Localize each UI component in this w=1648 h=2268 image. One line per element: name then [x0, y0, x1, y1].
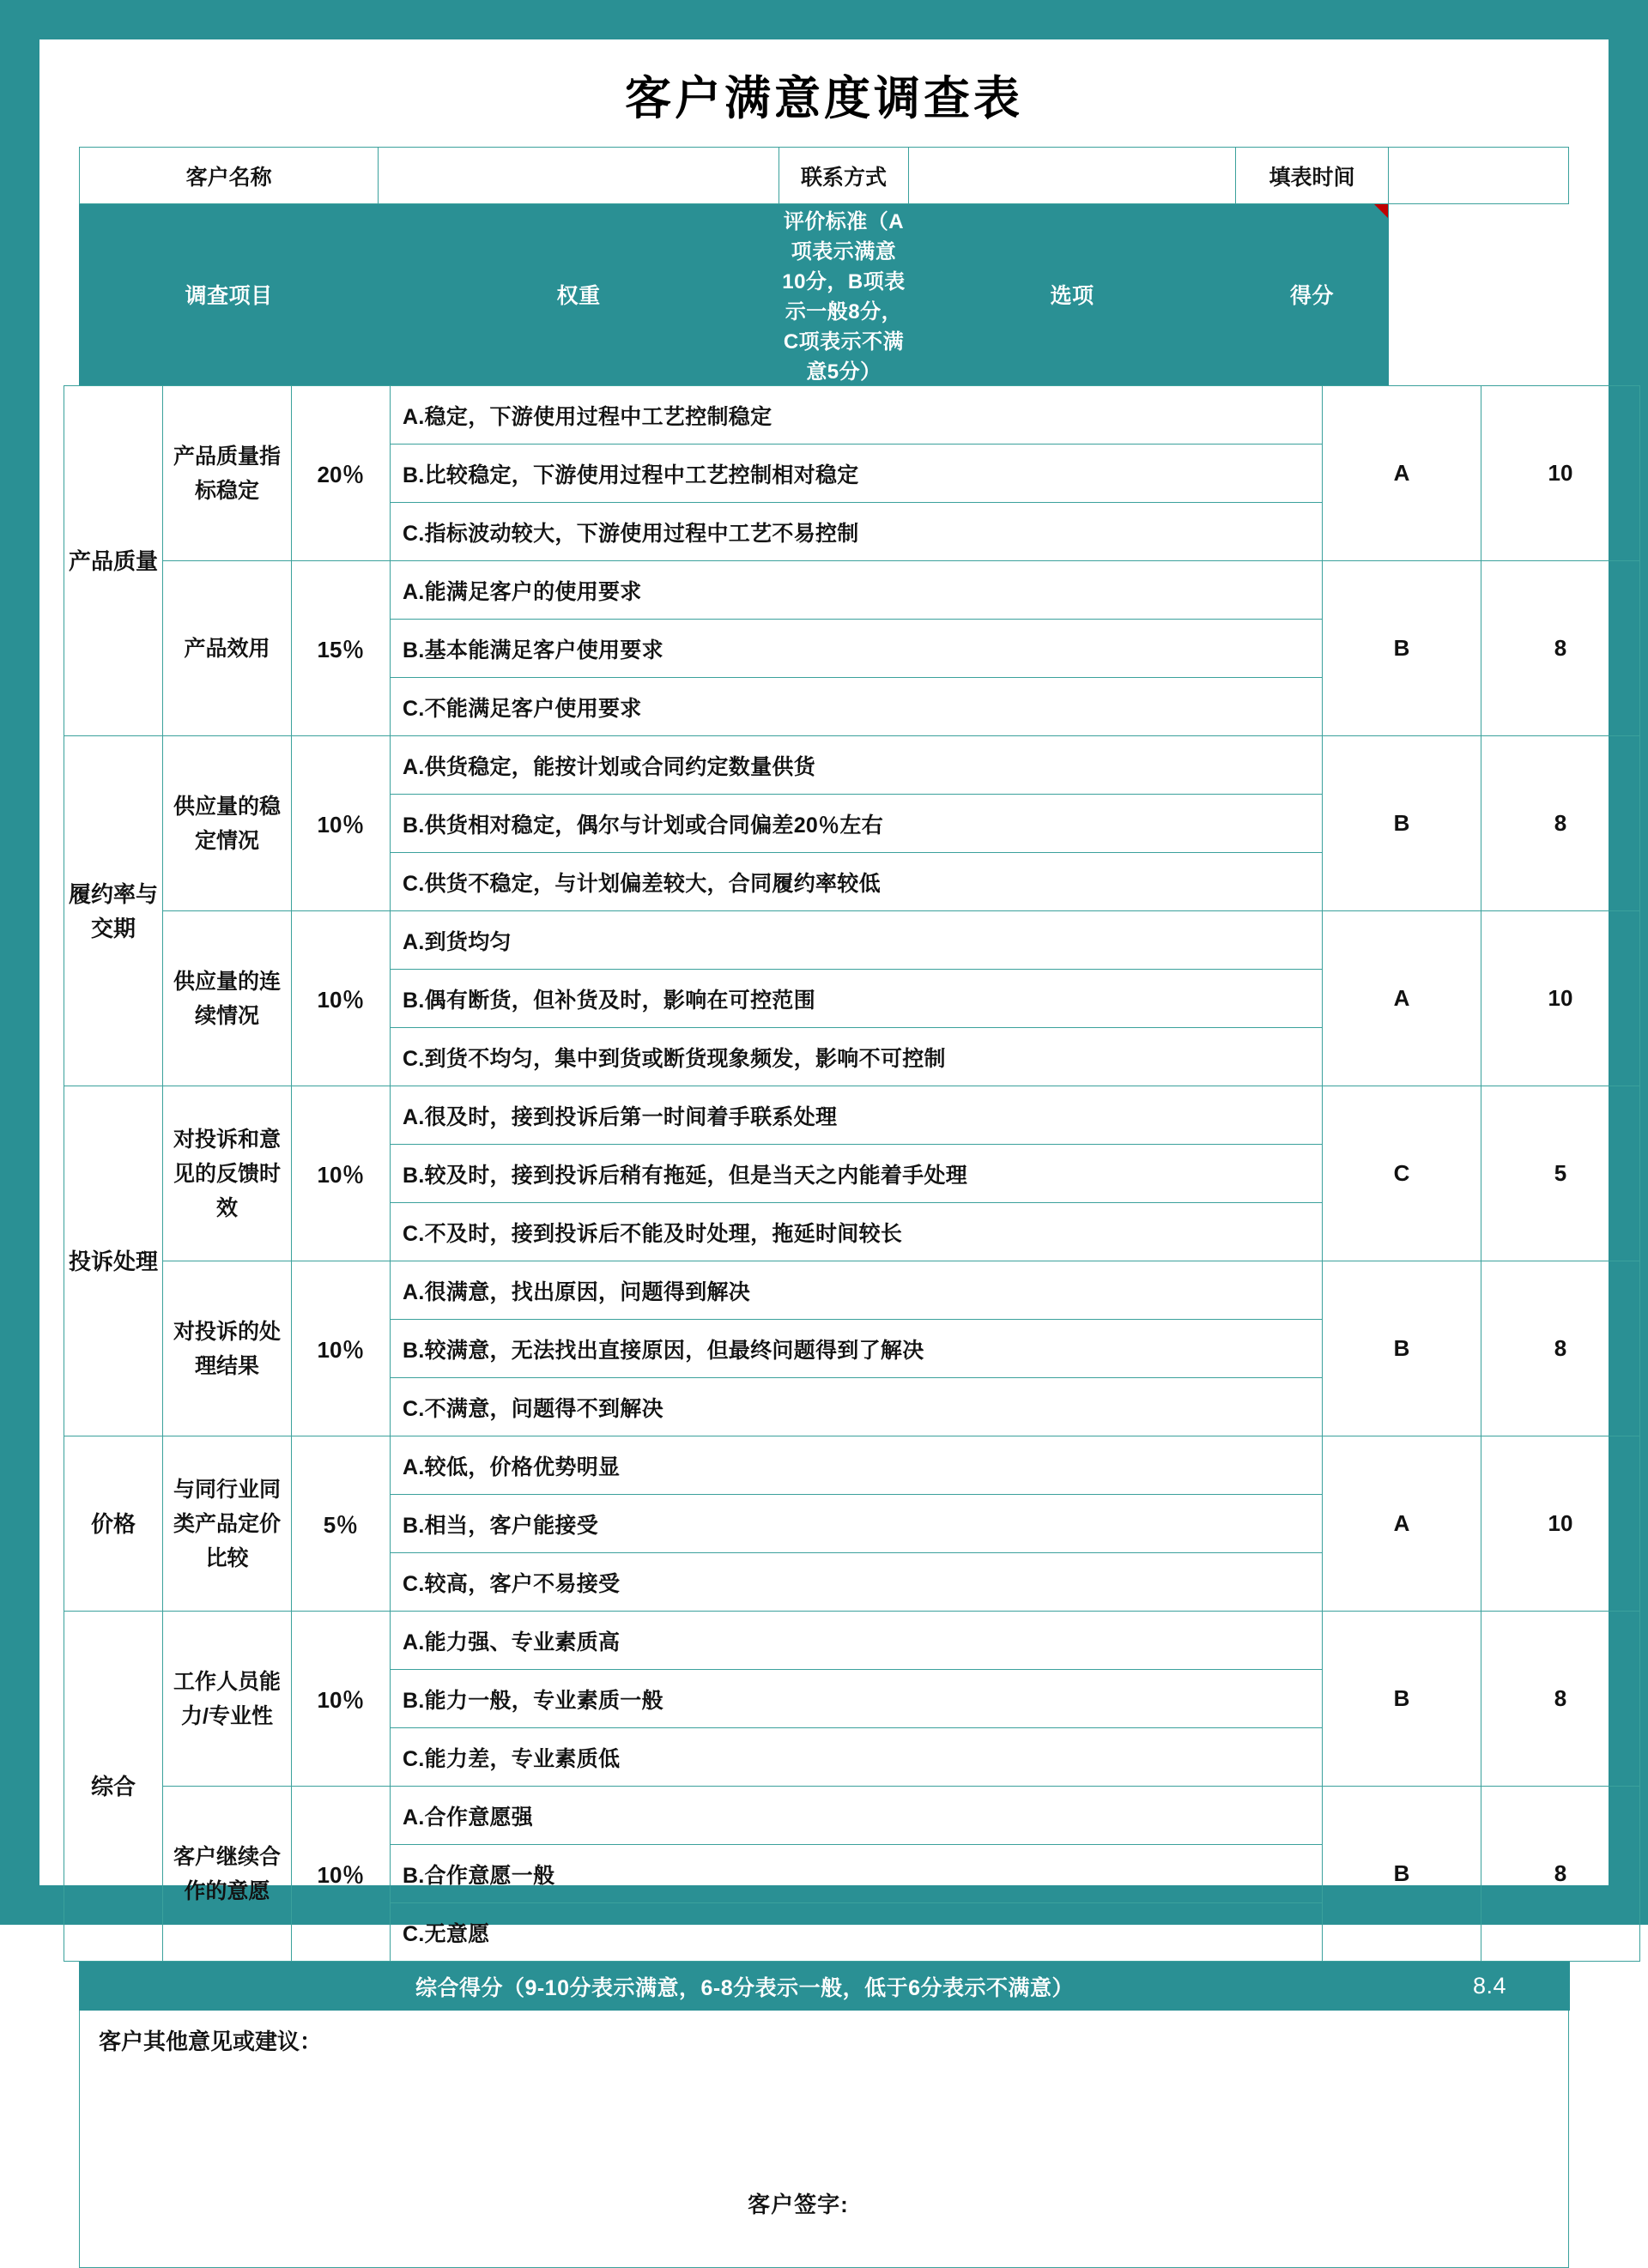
column-header-row	[80, 204, 1569, 385]
criterion-cell: B.比较稳定，下游使用过程中工艺控制相对稳定	[391, 445, 1323, 503]
category-cell: 综合	[64, 1612, 163, 1962]
summary-row	[79, 1963, 1569, 2011]
criterion-cell: A.很及时，接到投诉后第一时间着手联系处理	[391, 1086, 1323, 1145]
option-cell[interactable]: B	[1323, 736, 1481, 911]
criterion-cell: A.较低，价格优势明显	[391, 1436, 1323, 1495]
criterion-cell: C.供货不稳定，与计划偏差较大，合同履约率较低	[391, 853, 1323, 911]
weight-cell: 10％	[292, 1787, 391, 1962]
contact-input[interactable]	[909, 148, 1236, 204]
criterion-cell: A.到货均匀	[391, 911, 1323, 970]
score-cell[interactable]: 8	[1481, 1612, 1640, 1787]
option-cell[interactable]: B	[1323, 1787, 1481, 1962]
weight-cell: 10％	[292, 1261, 391, 1436]
score-cell[interactable]: 8	[1481, 1787, 1640, 1962]
weight-cell: 10％	[292, 736, 391, 911]
criterion-cell: C.指标波动较大，下游使用过程中工艺不易控制	[391, 503, 1323, 561]
comments-box[interactable]	[79, 2011, 1569, 2268]
criterion-cell: A.合作意愿强	[391, 1787, 1323, 1845]
customer-name-input[interactable]	[379, 148, 779, 204]
document-inner	[39, 39, 1609, 2218]
document-sheet	[39, 39, 1609, 2218]
category-cell: 价格	[64, 1436, 163, 1612]
summary-table	[79, 1962, 1570, 2011]
score-cell[interactable]: 5	[1481, 1086, 1640, 1261]
option-cell[interactable]: B	[1323, 1612, 1481, 1787]
summary-total: 8.4	[1410, 1963, 1569, 2011]
summary-label: 综合得分（9-10分表示满意，6-8分表示一般，低于6分表示不满意）	[79, 1963, 1410, 2011]
table-row	[64, 736, 1640, 795]
weight-cell: 20％	[292, 386, 391, 561]
option-cell[interactable]: A	[1323, 386, 1481, 561]
category-cell: 产品质量	[64, 386, 163, 736]
criterion-cell: C.不满意，问题得不到解决	[391, 1378, 1323, 1436]
subitem-cell: 供应量的稳定情况	[163, 736, 292, 911]
criterion-cell: A.供货稳定，能按计划或合同约定数量供货	[391, 736, 1323, 795]
header-item: 调查项目	[80, 204, 379, 385]
weight-cell: 10％	[292, 1612, 391, 1787]
criterion-cell: B.较及时，接到投诉后稍有拖延，但是当天之内能着手处理	[391, 1145, 1323, 1203]
table-row	[64, 561, 1640, 620]
criterion-cell: C.能力差，专业素质低	[391, 1728, 1323, 1787]
criterion-cell: C.无意愿	[391, 1903, 1323, 1962]
score-cell[interactable]: 8	[1481, 1261, 1640, 1436]
subitem-cell: 与同行业同类产品定价比较	[163, 1436, 292, 1612]
header-criteria: 评价标准（A项表示满意10分，B项表示一般8分，C项表示不满意5分）	[779, 204, 908, 385]
comment-marker-icon	[1374, 204, 1388, 218]
header-score	[1236, 204, 1388, 385]
subitem-cell: 产品效用	[163, 561, 292, 736]
criterion-cell: B.合作意愿一般	[391, 1845, 1323, 1903]
score-cell[interactable]: 8	[1481, 561, 1640, 736]
table-row	[64, 911, 1640, 970]
criterion-cell: A.稳定，下游使用过程中工艺控制稳定	[391, 386, 1323, 445]
subitem-cell: 供应量的连续情况	[163, 911, 292, 1086]
option-cell[interactable]: B	[1323, 1261, 1481, 1436]
subitem-cell: 对投诉的处理结果	[163, 1261, 292, 1436]
category-cell: 投诉处理	[64, 1086, 163, 1436]
signature-label: 客户签字:	[748, 2192, 849, 2218]
survey-body-table	[64, 385, 1640, 1962]
date-label: 填表时间	[1236, 148, 1388, 204]
criterion-cell: A.很满意，找出原因，问题得到解决	[391, 1261, 1323, 1320]
identification-row	[80, 148, 1569, 204]
header-option: 选项	[909, 204, 1236, 385]
category-cell: 履约率与交期	[64, 736, 163, 1086]
criterion-cell: B.较满意，无法找出直接原因，但最终问题得到了解决	[391, 1320, 1323, 1378]
criterion-cell: B.相当，客户能接受	[391, 1495, 1323, 1553]
score-cell[interactable]: 10	[1481, 1436, 1640, 1612]
header-score-label: 得分	[1289, 284, 1334, 309]
score-cell[interactable]: 10	[1481, 386, 1640, 561]
comments-label: 客户其他意见或建议：	[99, 2029, 323, 2055]
date-input[interactable]	[1388, 148, 1568, 204]
page-title: 客户满意度调查表	[625, 73, 1023, 124]
subitem-cell: 工作人员能力/专业性	[163, 1612, 292, 1787]
table-row	[64, 386, 1640, 445]
score-cell[interactable]: 8	[1481, 736, 1640, 911]
weight-cell: 15％	[292, 561, 391, 736]
score-cell[interactable]: 10	[1481, 911, 1640, 1086]
criterion-cell: C.不能满足客户使用要求	[391, 678, 1323, 736]
criterion-cell: B.供货相对稳定，偶尔与计划或合同偏差20％左右	[391, 795, 1323, 853]
criterion-cell: A.能满足客户的使用要求	[391, 561, 1323, 620]
survey-table-body	[80, 148, 1569, 385]
option-cell[interactable]: A	[1323, 911, 1481, 1086]
table-row	[64, 1086, 1640, 1145]
contact-label: 联系方式	[779, 148, 908, 204]
subitem-cell: 客户继续合作的意愿	[163, 1787, 292, 1962]
survey-rows	[64, 386, 1640, 1962]
table-row	[64, 1787, 1640, 1845]
survey-table	[79, 147, 1569, 385]
table-row	[64, 1436, 1640, 1495]
table-row	[64, 1261, 1640, 1320]
table-row	[64, 1612, 1640, 1670]
customer-name-label: 客户名称	[80, 148, 379, 204]
criterion-cell: C.到货不均匀，集中到货或断货现象频发，影响不可控制	[391, 1028, 1323, 1086]
criterion-cell: A.能力强、专业素质高	[391, 1612, 1323, 1670]
option-cell[interactable]: C	[1323, 1086, 1481, 1261]
criterion-cell: B.能力一般，专业素质一般	[391, 1670, 1323, 1728]
subitem-cell: 对投诉和意见的反馈时效	[163, 1086, 292, 1261]
option-cell[interactable]: B	[1323, 561, 1481, 736]
criterion-cell: B.基本能满足客户使用要求	[391, 620, 1323, 678]
option-cell[interactable]: A	[1323, 1436, 1481, 1612]
weight-cell: 10％	[292, 911, 391, 1086]
weight-cell: 5％	[292, 1436, 391, 1612]
header-weight: 权重	[379, 204, 779, 385]
criterion-cell: C.较高，客户不易接受	[391, 1553, 1323, 1612]
subitem-cell: 产品质量指标稳定	[163, 386, 292, 561]
criterion-cell: C.不及时，接到投诉后不能及时处理，拖延时间较长	[391, 1203, 1323, 1261]
criterion-cell: B.偶有断货，但补货及时，影响在可控范围	[391, 970, 1323, 1028]
weight-cell: 10％	[292, 1086, 391, 1261]
